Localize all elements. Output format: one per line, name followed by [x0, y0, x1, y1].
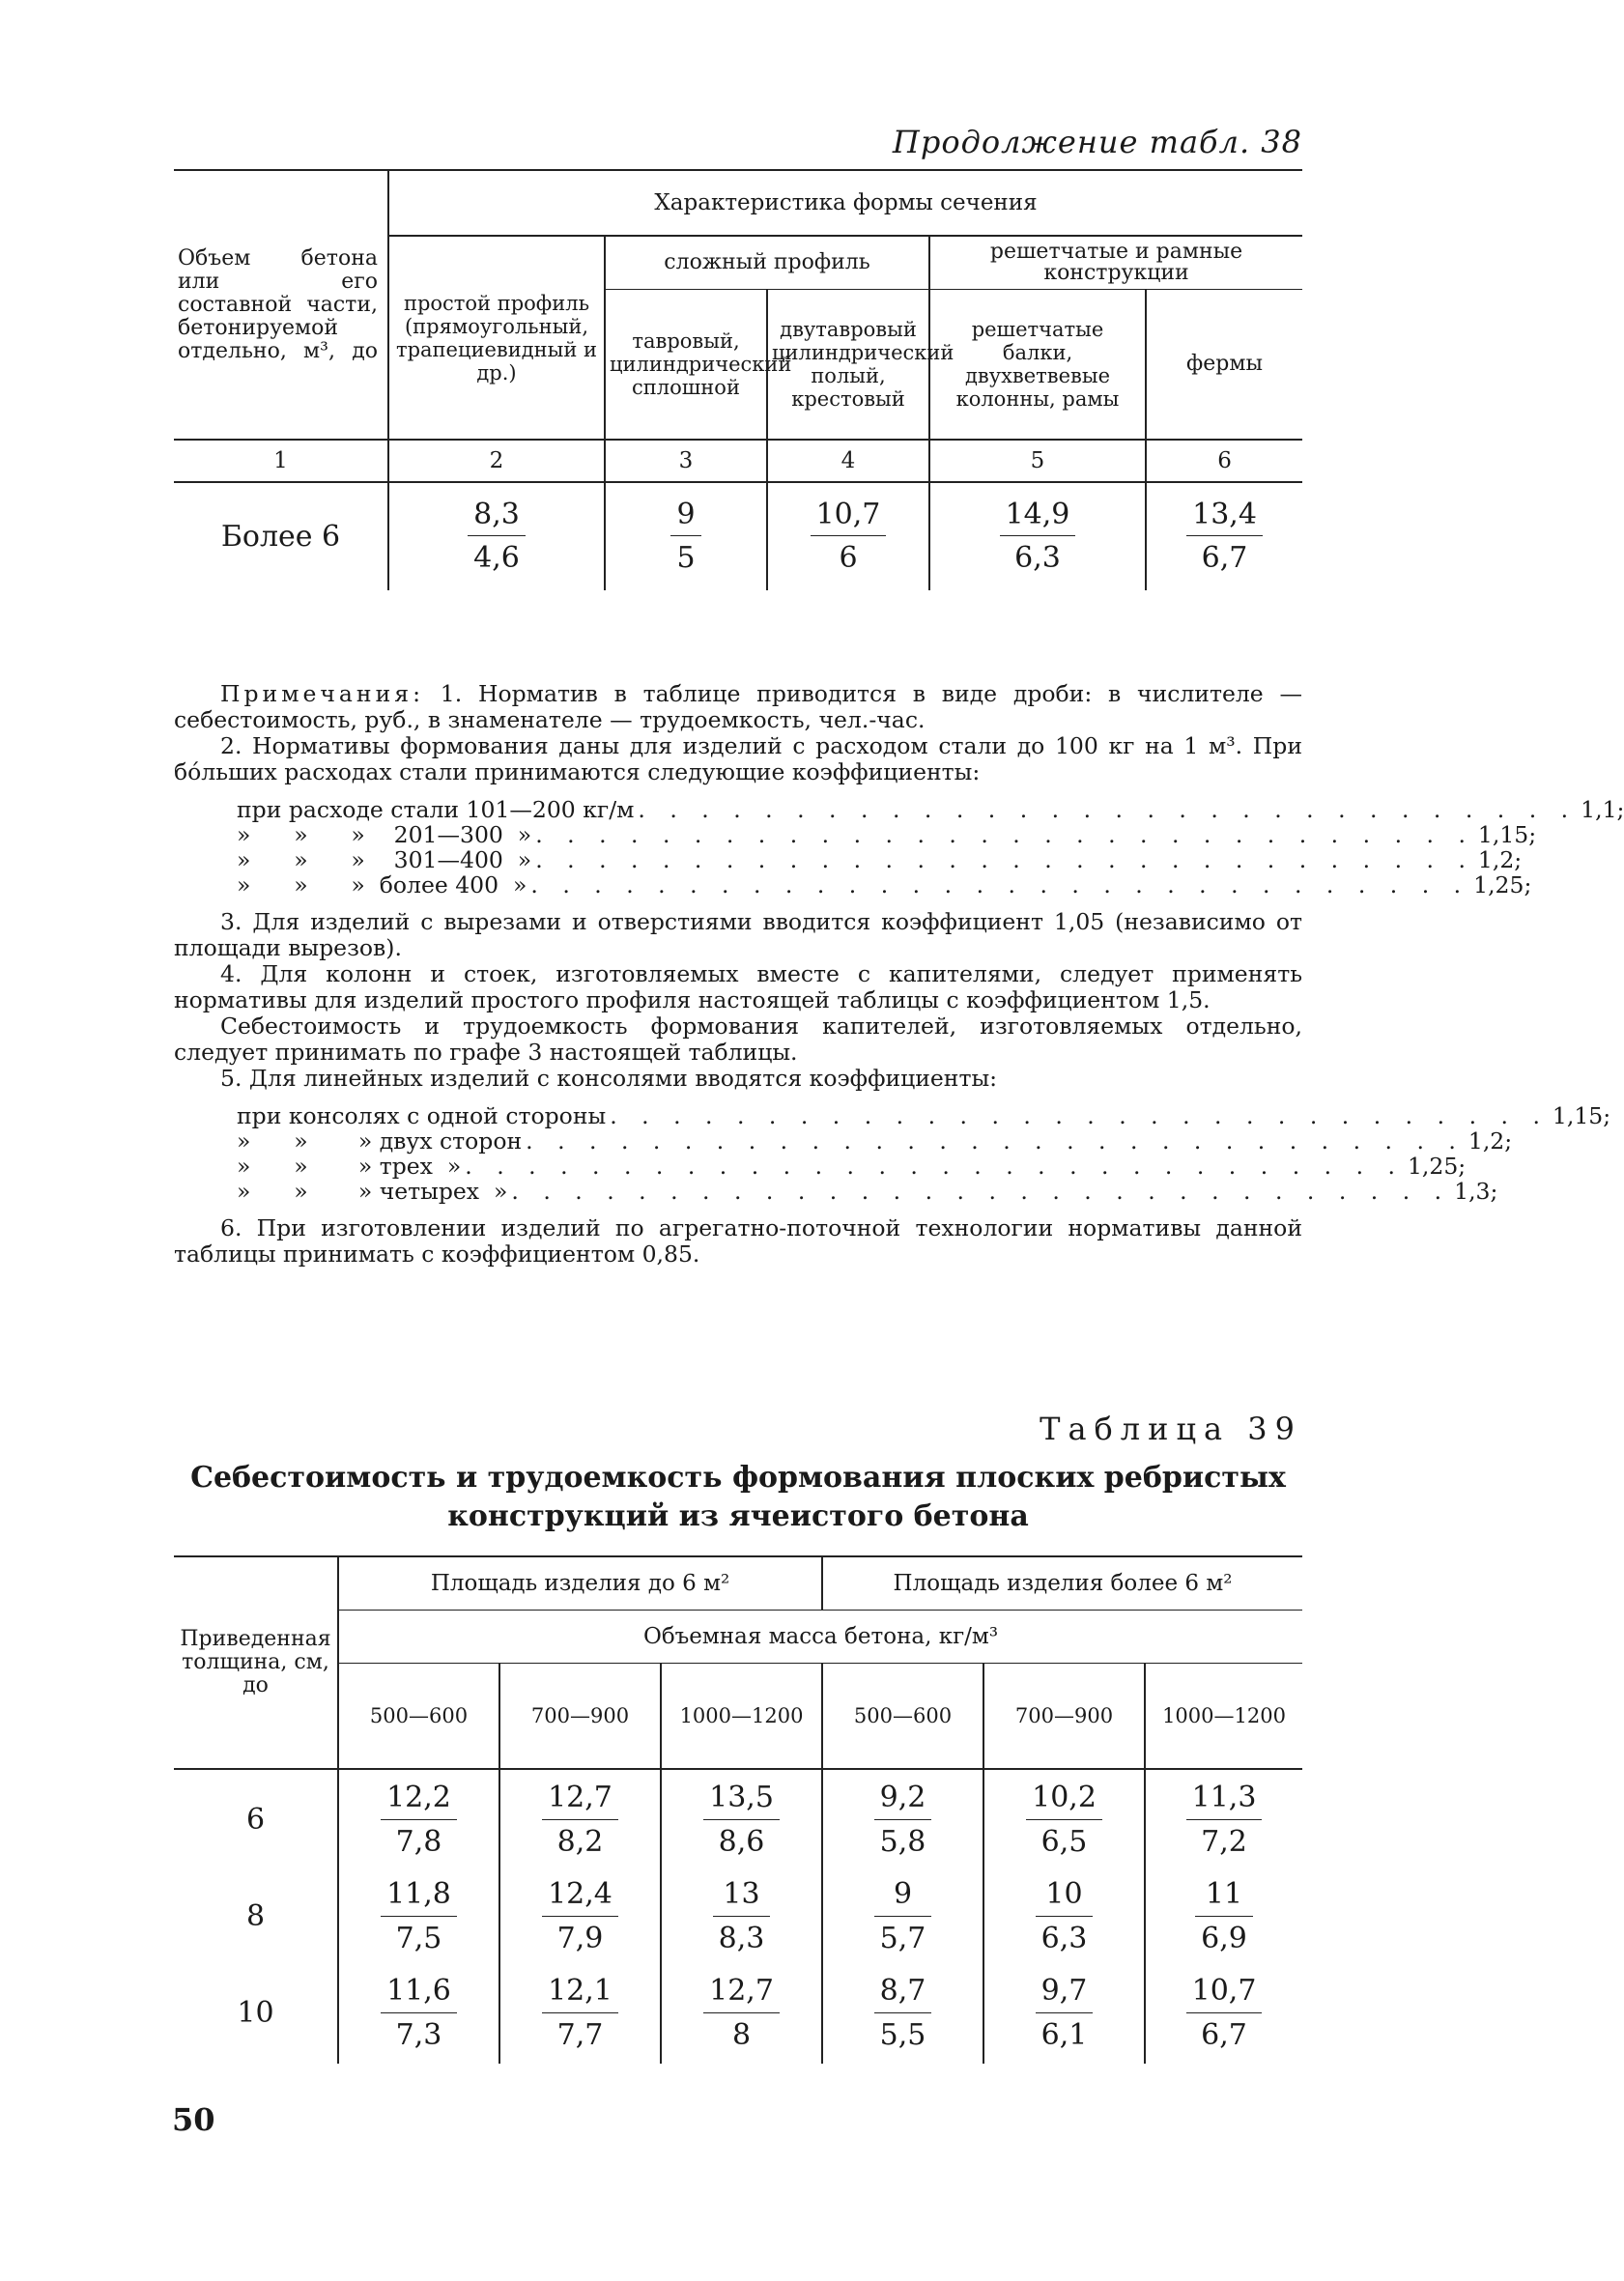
- t38-colnum: 6: [1146, 440, 1302, 482]
- note-5: 5. Для линейных изделий с консолями вводятся коэффициенты:: [220, 1065, 998, 1092]
- coef-row: » » » 201—300 » . . . . . . . . . . . . . . . . . . . . . . . . . . . . . . 1,15;: [237, 821, 1537, 848]
- t39-density-col: 500—600: [822, 1664, 983, 1770]
- t39-column-values: [499, 1769, 661, 2064]
- t39-area-large-header: Площадь изделия более 6 м²: [822, 1556, 1302, 1611]
- t39-cell: $\frac{11,8}{7,5}$: [381, 1878, 457, 1955]
- steel-coefficients: [237, 796, 1624, 898]
- t38-group-header: Характеристика формы сечения: [388, 170, 1302, 236]
- table39-title: Себестоимость и трудоемкость формования плоских ребристых конструкций из ячеистого бетона: [190, 1461, 1286, 1533]
- t38-tee-header: тавровый, цилиндрический сплошной: [605, 290, 767, 441]
- t39-cell: $\frac{11,6}{7,3}$: [381, 1975, 457, 2052]
- t38-trusses-header: фермы: [1146, 290, 1302, 441]
- note-2: 2. Нормативы формования даны для изделий с расходом стали до 100 кг на 1 м³. При бо́льших расходах стали принимаются следующие коэффициенты:: [174, 732, 1302, 785]
- t39-density-col: 1000—1200: [661, 1664, 822, 1770]
- t39-density-col: 500—600: [338, 1664, 499, 1770]
- table38-continuation-title: Продолжение табл. 38: [892, 124, 1302, 160]
- t39-cell: $\frac{11,3}{7,2}$: [1186, 1782, 1263, 1859]
- t39-row-label: 6: [245, 1803, 266, 1838]
- t39-cell: $\frac{10}{6,3}$: [1036, 1878, 1094, 1955]
- t39-cell: $\frac{10,7}{6,7}$: [1186, 1975, 1263, 2052]
- table39: [174, 1555, 1302, 2064]
- note-3: 3. Для изделий с вырезами и отверстиями вводится коэффициент 1,05 (независимо от площади вырезов).: [174, 908, 1302, 961]
- t39-cell: $\frac{13}{8,3}$: [713, 1878, 771, 1955]
- t39-area-small-header: Площадь изделия до 6 м²: [338, 1556, 822, 1611]
- t39-cell: $\frac{12,1}{7,7}$: [542, 1975, 618, 2052]
- t39-cell: $\frac{9}{5,7}$: [874, 1878, 932, 1955]
- t38-colnum: 1: [174, 440, 388, 482]
- t39-cell: $\frac{10,2}{6,5}$: [1026, 1782, 1102, 1859]
- t39-density-col: 700—900: [983, 1664, 1145, 1770]
- coef-row: » » » 301—400 » . . . . . . . . . . . . . . . . . . . . . . . . . . . . . . 1,2;: [237, 846, 1523, 873]
- page-number: 50: [172, 2101, 215, 2138]
- t39-column-values: [983, 1769, 1145, 2064]
- t38-lattice-beams-header: решетчатые балки, двухветвевые колонны, рамы: [929, 290, 1146, 441]
- t38-colnum: 2: [388, 440, 605, 482]
- t39-cell: $\frac{11}{6,9}$: [1195, 1878, 1253, 1955]
- notes-block: [174, 680, 1624, 1268]
- console-coefficients: [237, 1102, 1611, 1205]
- t38-col1-header: Объем бетона или его составной части, бетонируемой отдельно, м³, до: [174, 170, 388, 440]
- t39-column-values: [822, 1769, 983, 2064]
- t39-density-col: 700—900: [499, 1664, 661, 1770]
- t38-cell: $\frac{8,3}{4,6}$: [388, 482, 605, 590]
- t38-lattice-header: решетчатые и рамные конструкции: [929, 236, 1302, 290]
- coef-row: при расходе стали 101—200 кг/м . . . . . . . . . . . . . . . . . . . . . . . . . . . . . . 1,1;: [237, 796, 1624, 823]
- t39-column-values: [338, 1769, 499, 2064]
- t38-cell: $\frac{9}{5}$: [605, 482, 767, 590]
- t39-cell: $\frac{12,2}{7,8}$: [381, 1782, 457, 1859]
- t39-column-values: [661, 1769, 822, 2064]
- t38-complex-profile-header: сложный профиль: [605, 236, 929, 290]
- note-1: Примечания: 1. Норматив в таблице приводится в виде дроби: в числителе — себестоимость, руб., в знаменателе — трудоемкость, чел.-час.: [174, 680, 1302, 733]
- note-6: 6. При изготовлении изделий по агрегатно-поточной технологии нормативы данной таблицы принимать с коэффициентом 0,85.: [174, 1214, 1302, 1268]
- t38-row-label: Более 6: [220, 519, 341, 554]
- t39-row-labels: [174, 1769, 338, 2064]
- t39-cell: $\frac{9,7}{6,1}$: [1036, 1975, 1094, 2052]
- t39-density-col: 1000—1200: [1145, 1664, 1302, 1770]
- table38: [174, 169, 1302, 590]
- t39-cell: $\frac{9,2}{5,8}$: [874, 1782, 932, 1859]
- t39-density-header: Объемная масса бетона, кг/м³: [338, 1611, 1302, 1664]
- t38-cell: $\frac{13,4}{6,7}$: [1146, 482, 1302, 590]
- coef-row: при консолях с одной стороны . . . . . . . . . . . . . . . . . . . . . . . . . . . . . . 1,15;: [237, 1102, 1611, 1129]
- t39-col1-header: Приведенная толщина, см, до: [174, 1556, 338, 1769]
- t39-cell: $\frac{12,7}{8,2}$: [542, 1782, 618, 1859]
- note-4b: Себестоимость и трудоемкость формования капителей, изготовляемых отдельно, следует принимать по графе 3 настоящей таблицы.: [174, 1012, 1302, 1066]
- t39-cell: $\frac{8,7}{5,5}$: [874, 1975, 932, 2052]
- t39-row-label: 10: [237, 1996, 274, 2031]
- coef-row: » » » четырех » . . . . . . . . . . . . . . . . . . . . . . . . . . . . . . 1,3;: [237, 1178, 1498, 1205]
- t39-row-label: 8: [245, 1899, 266, 1934]
- t38-colnum: 4: [767, 440, 929, 482]
- table39-label: Таблица 39: [1040, 1411, 1302, 1447]
- t39-cell: $\frac{12,4}{7,9}$: [542, 1878, 618, 1955]
- coef-row: » » » более 400 » . . . . . . . . . . . . . . . . . . . . . . . . . . . . . . 1,25;: [237, 871, 1532, 898]
- t38-cell: $\frac{14,9}{6,3}$: [929, 482, 1146, 590]
- coef-row: » » » двух сторон . . . . . . . . . . . . . . . . . . . . . . . . . . . . . . 1,2;: [237, 1127, 1513, 1155]
- t38-colnum: 5: [929, 440, 1146, 482]
- t39-cell: $\frac{13,5}{8,6}$: [703, 1782, 780, 1859]
- t39-column-values: [1145, 1769, 1302, 2064]
- t38-colnum: 3: [605, 440, 767, 482]
- note-4: 4. Для колонн и стоек, изготовляемых вместе с капителями, следует применять нормативы для изделий простого профиля настоящей таблицы с коэффициентом 1,5.: [174, 960, 1302, 1013]
- t38-simple-profile-header: простой профиль (прямоугольный, трапециевидный и др.): [388, 236, 605, 440]
- t38-cell: $\frac{10,7}{6}$: [767, 482, 929, 590]
- t39-cell: $\frac{12,7}{8}$: [703, 1975, 780, 2052]
- coef-row: » » » трех » . . . . . . . . . . . . . . . . . . . . . . . . . . . . . . 1,25;: [237, 1153, 1467, 1180]
- t38-ibeam-header: двутавровый цилиндрический полый, крестовый: [767, 290, 929, 441]
